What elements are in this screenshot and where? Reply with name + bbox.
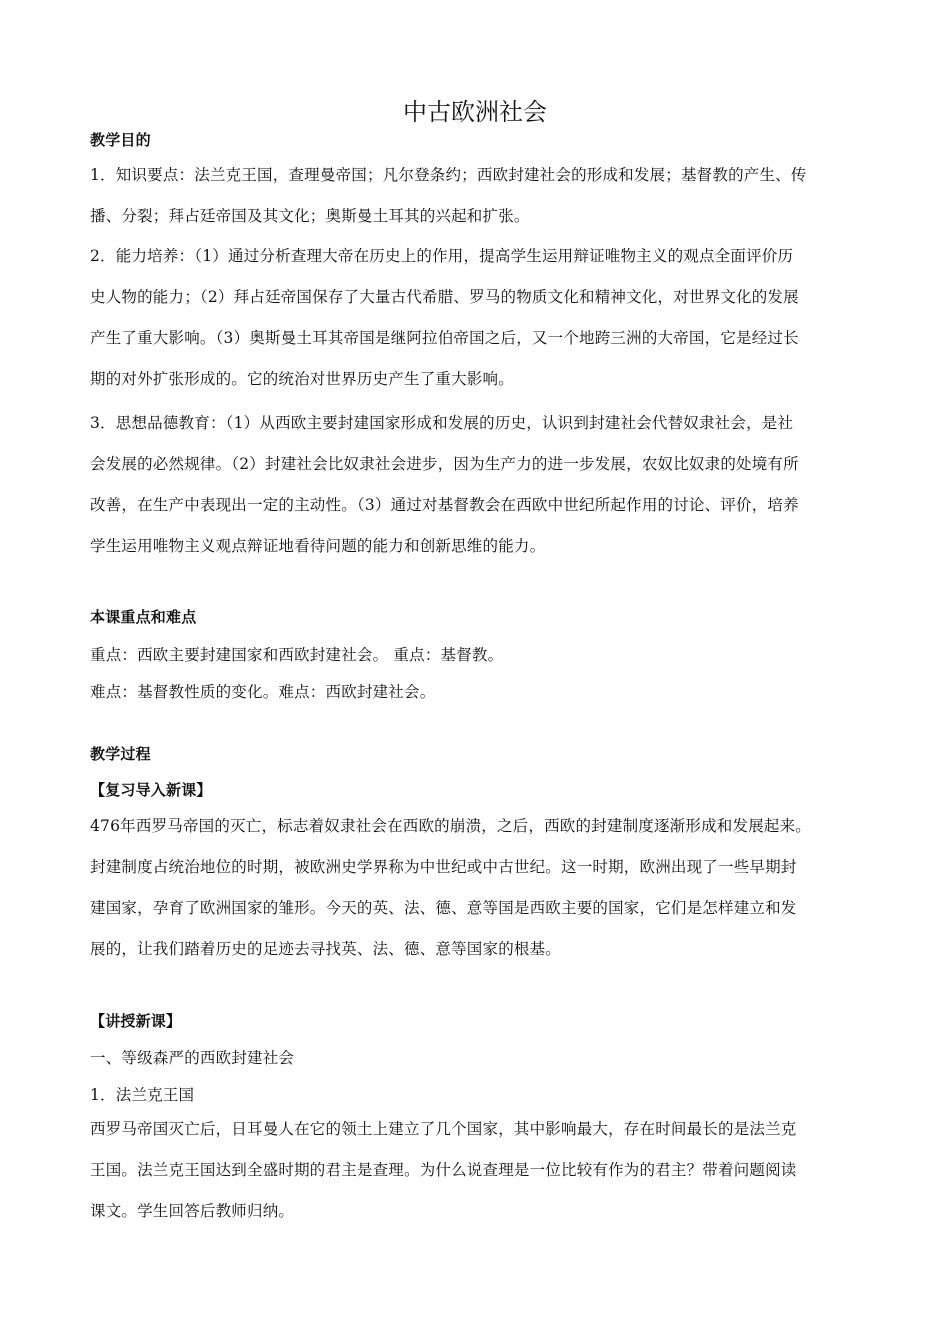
text-line: 学生运用唯物主义观点辩证地看待问题的能力和创新思维的能力。 [90, 537, 546, 555]
text-line: 3．思想品德教育：（1）从西欧主要封建国家形成和发展的历史，认识到封建社会代替奴隶社会，是社 [90, 414, 794, 432]
sub-1-heading: 1．法兰克王国 [90, 1086, 195, 1104]
part-1-heading: 一、等级森严的西欧封建社会 [90, 1049, 295, 1067]
text-line: 476年西罗马帝国的灭亡，标志着奴隶社会在西欧的崩溃，之后，西欧的封建制度逐渐形成和发展起来。 [90, 817, 811, 835]
text-line: 产生了重大影响。（3）奥斯曼土耳其帝国是继阿拉伯帝国之后，又一个地跨三洲的大帝国，它是经过长 [90, 329, 799, 347]
frank-paragraph [90, 1109, 862, 1232]
text-line: 展的，让我们踏着历史的足迹去寻找英、法、德、意等国家的根基。 [90, 940, 562, 958]
text-line: 王国。法兰克王国达到全盛时期的君主是查理。为什么说查理是一位比较有作为的君主？带着问题阅读 [90, 1161, 797, 1179]
text-line: 1．知识要点：法兰克王国，查理曼帝国；凡尔登条约；西欧封建社会的形成和发展；基督教的产生、传 [90, 166, 807, 184]
objective-3-paragraph [90, 403, 862, 567]
keypoint-line: 重点：西欧主要封建国家和西欧封建社会。 重点：基督教。 [90, 646, 504, 664]
keypoints-heading: 本课重点和难点 [90, 608, 197, 626]
process-heading: 教学过程 [90, 745, 151, 763]
text-line: 课文。学生回答后教师归纳。 [90, 1202, 295, 1220]
text-line: 播、分裂；拜占廷帝国及其文化；奥斯曼土耳其的兴起和扩张。 [90, 207, 530, 225]
text-line: 会发展的必然规律。（2）封建社会比奴隶社会进步，因为生产力的进一步发展，农奴比奴隶的处境有所 [90, 455, 799, 473]
difficulty-line: 难点：基督教性质的变化。难点：西欧封建社会。 [90, 683, 436, 701]
document-title: 中古欧洲社会 [403, 98, 547, 126]
objective-1-paragraph [90, 155, 862, 237]
text-line: 建国家，孕育了欧洲国家的雏形。今天的英、法、德、意等国是西欧主要的国家，它们是怎样建立和发 [90, 899, 797, 917]
review-heading: 【复习导入新课】 [90, 781, 212, 799]
text-line: 封建制度占统治地位的时期，被欧洲史学界称为中世纪或中古世纪。这一时期，欧洲出现了一些早期封 [90, 858, 797, 876]
review-paragraph [90, 806, 862, 970]
text-line: 史人物的能力；（2）拜占廷帝国保存了大量古代希腊、罗马的物质文化和精神文化，对世界文化的发展 [90, 288, 799, 306]
text-line: 改善，在生产中表现出一定的主动性。（3）通过对基督教会在西欧中世纪所起作用的讨论、评价，培养 [90, 496, 799, 514]
text-line: 期的对外扩张形成的。它的统治对世界历史产生了重大影响。 [90, 370, 514, 388]
text-line: 西罗马帝国灭亡后，日耳曼人在它的领土上建立了几个国家，其中影响最大，存在时间最长的是法兰克 [90, 1120, 797, 1138]
text-line: 2．能力培养：（1）通过分析查理大帝在历史上的作用，提高学生运用辩证唯物主义的观点全面评价历 [90, 247, 794, 265]
lecture-heading: 【讲授新课】 [90, 1012, 182, 1030]
objectives-heading: 教学目的 [90, 131, 151, 149]
objective-2-paragraph [90, 236, 862, 400]
